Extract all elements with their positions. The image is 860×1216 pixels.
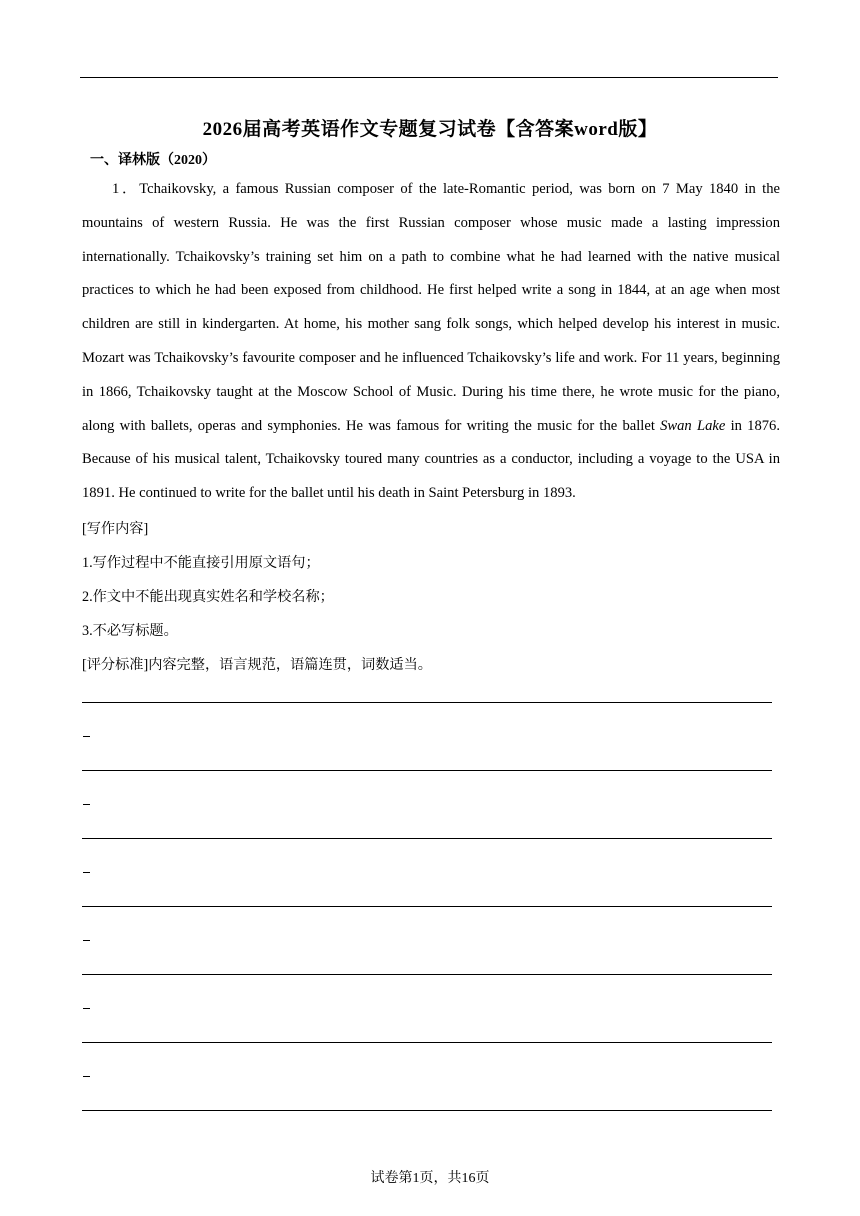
answer-line-tail xyxy=(83,736,90,737)
answer-line[interactable] xyxy=(82,1110,772,1111)
section-heading: 一、译林版（2020） xyxy=(90,153,216,168)
writing-section-label: [写作内容] xyxy=(82,521,149,537)
answer-line[interactable] xyxy=(82,770,772,771)
requirement-1: 1.写作过程中不能直接引用原文语句； xyxy=(82,555,320,571)
answer-line[interactable] xyxy=(82,702,772,703)
ballet-title: Swan Lake xyxy=(660,417,726,434)
answer-line[interactable] xyxy=(82,838,772,839)
answer-line[interactable] xyxy=(82,906,772,907)
header-rule xyxy=(80,77,778,78)
page-footer: 试卷第1页，共16页 xyxy=(370,1171,490,1186)
requirement-3: 3.不必写标题。 xyxy=(82,623,178,639)
document-title: 2026届高考英语作文专题复习试卷【含答案word版】 xyxy=(202,119,658,140)
reading-passage xyxy=(82,173,780,511)
question-number: 1． xyxy=(112,181,140,197)
answer-line-tail xyxy=(83,940,90,941)
answer-line-tail xyxy=(83,1008,90,1009)
answer-line-tail xyxy=(83,872,90,873)
answer-line-tail xyxy=(83,1076,90,1077)
answer-line-tail xyxy=(83,804,90,805)
requirement-2: 2.作文中不能出现真实姓名和学校名称； xyxy=(82,589,334,605)
answer-line[interactable] xyxy=(82,1042,772,1043)
passage-text-part-2: in 1876. Because of his musical talent, Tchaikovsky toured many countries as a conductor, including a voyage to the USA in 1891. He continued to write for the ballet until his death in Saint Petersburg in 1893. xyxy=(82,417,780,502)
scoring-criteria: [评分标准]内容完整，语言规范，语篇连贯，词数适当。 xyxy=(82,657,432,673)
answer-line[interactable] xyxy=(82,974,772,975)
passage-text-part-1: Tchaikovsky, a famous Russian composer of the late-Romantic period, was born on 7 May 1840 in the mountains of western Russia. He was the first Russian composer whose music made a lasting impression internationally. Tchaikovsky’s training set him on a path to combine what he had learned with the native musical practices to which he had been exposed from childhood. He first helped write a song in 1844, at an age when most children are still in kindergarten. At home, his mother sang folk songs, which helped develop his interest in music. Mozart was Tchaikovsky’s favourite composer and he influenced Tchaikovsky’s life and work. For 11 years, beginning in 1866, Tchaikovsky taught at the Moscow School of Music. During his time there, he wrote music for the piano, along with ballets, operas and symphonies. He was famous for writing the music for the ballet xyxy=(82,181,780,434)
